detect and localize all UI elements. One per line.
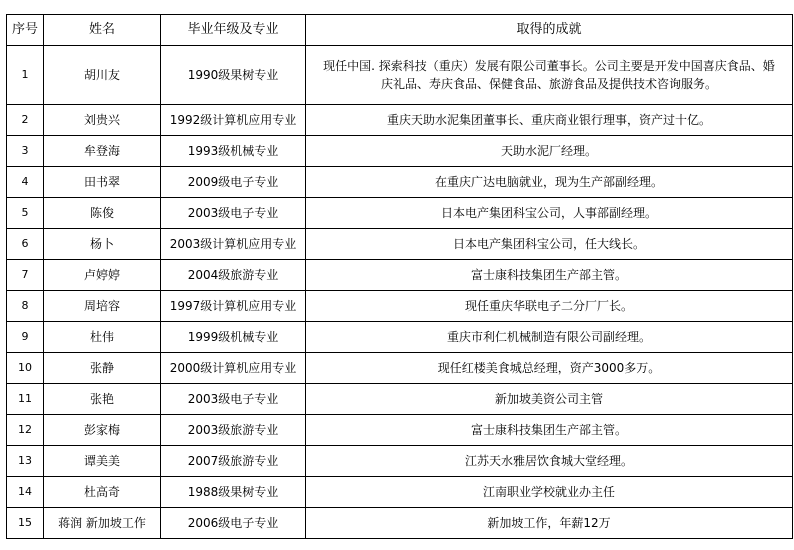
row-number: 3: [7, 136, 44, 167]
row-number: 5: [7, 198, 44, 229]
row-name: 田书翠: [44, 167, 161, 198]
row-grade-major: 1999级机械专业: [161, 322, 306, 353]
row-achievement: 江南职业学校就业办主任: [306, 477, 793, 508]
table-row: [7, 198, 793, 229]
row-name: 杨卜: [44, 229, 161, 260]
header-number: 序号: [7, 15, 44, 46]
row-name: 彭家梅: [44, 415, 161, 446]
row-achievement: 天助水泥厂经理。: [306, 136, 793, 167]
row-name: 蒋润 新加坡工作: [44, 508, 161, 539]
row-grade-major: 2007级旅游专业: [161, 446, 306, 477]
row-grade-major: 1992级计算机应用专业: [161, 105, 306, 136]
table-row: [7, 291, 793, 322]
row-number: 13: [7, 446, 44, 477]
header-grade-major: 毕业年级及专业: [161, 15, 306, 46]
table-row: [7, 260, 793, 291]
row-achievement: 富士康科技集团生产部主管。: [306, 260, 793, 291]
row-grade-major: 1988级果树专业: [161, 477, 306, 508]
table-header-row: [7, 15, 793, 46]
row-name: 牟登海: [44, 136, 161, 167]
row-achievement: 现任红楼美食城总经理，资产3000多万。: [306, 353, 793, 384]
table-row: [7, 477, 793, 508]
row-number: 14: [7, 477, 44, 508]
row-achievement: 新加坡美资公司主管: [306, 384, 793, 415]
row-grade-major: 1990级果树专业: [161, 46, 306, 105]
row-achievement: 江苏天水雅居饮食城大堂经理。: [306, 446, 793, 477]
row-achievement: 现任中国. 探索科技（重庆）发展有限公司董事长。公司主要是开发中国喜庆食品、婚庆礼品、寿庆食品、保健食品、旅游食品及提供技术咨询服务。: [306, 46, 793, 105]
row-number: 1: [7, 46, 44, 105]
table-row: [7, 229, 793, 260]
row-name: 谭美美: [44, 446, 161, 477]
header-achievement: 取得的成就: [306, 15, 793, 46]
table-row: [7, 167, 793, 198]
table-row: [7, 136, 793, 167]
row-name: 胡川友: [44, 46, 161, 105]
table-row: [7, 384, 793, 415]
row-grade-major: 2003级旅游专业: [161, 415, 306, 446]
table-row: [7, 105, 793, 136]
row-grade-major: 2000级计算机应用专业: [161, 353, 306, 384]
row-number: 2: [7, 105, 44, 136]
row-achievement: 富士康科技集团生产部主管。: [306, 415, 793, 446]
row-number: 12: [7, 415, 44, 446]
row-grade-major: 1993级机械专业: [161, 136, 306, 167]
row-grade-major: 2003级电子专业: [161, 198, 306, 229]
row-grade-major: 2003级计算机应用专业: [161, 229, 306, 260]
row-number: 9: [7, 322, 44, 353]
table-row: [7, 46, 793, 105]
row-achievement: 重庆天助水泥集团董事长、重庆商业银行理事，资产过十亿。: [306, 105, 793, 136]
row-number: 11: [7, 384, 44, 415]
row-number: 6: [7, 229, 44, 260]
row-achievement: 新加坡工作，年薪12万: [306, 508, 793, 539]
row-number: 8: [7, 291, 44, 322]
row-name: 刘贵兴: [44, 105, 161, 136]
row-grade-major: 2009级电子专业: [161, 167, 306, 198]
row-name: 杜伟: [44, 322, 161, 353]
row-grade-major: 2003级电子专业: [161, 384, 306, 415]
row-achievement: 在重庆广达电脑就业，现为生产部副经理。: [306, 167, 793, 198]
row-name: 杜高奇: [44, 477, 161, 508]
alumni-achievements-table: [6, 14, 793, 539]
row-grade-major: 2004级旅游专业: [161, 260, 306, 291]
table-row: [7, 353, 793, 384]
row-grade-major: 2006级电子专业: [161, 508, 306, 539]
row-achievement: 日本电产集团科宝公司，任大线长。: [306, 229, 793, 260]
table-row: [7, 508, 793, 539]
row-name: 陈俊: [44, 198, 161, 229]
row-achievement: 现任重庆华联电子二分厂厂长。: [306, 291, 793, 322]
row-number: 10: [7, 353, 44, 384]
row-number: 4: [7, 167, 44, 198]
header-name: 姓名: [44, 15, 161, 46]
row-name: 张静: [44, 353, 161, 384]
table-row: [7, 322, 793, 353]
row-number: 7: [7, 260, 44, 291]
row-number: 15: [7, 508, 44, 539]
row-achievement: 日本电产集团科宝公司，人事部副经理。: [306, 198, 793, 229]
row-grade-major: 1997级计算机应用专业: [161, 291, 306, 322]
row-name: 卢婷婷: [44, 260, 161, 291]
table-row: [7, 415, 793, 446]
row-name: 张艳: [44, 384, 161, 415]
row-name: 周培容: [44, 291, 161, 322]
row-achievement: 重庆市利仁机械制造有限公司副经理。: [306, 322, 793, 353]
table-row: [7, 446, 793, 477]
